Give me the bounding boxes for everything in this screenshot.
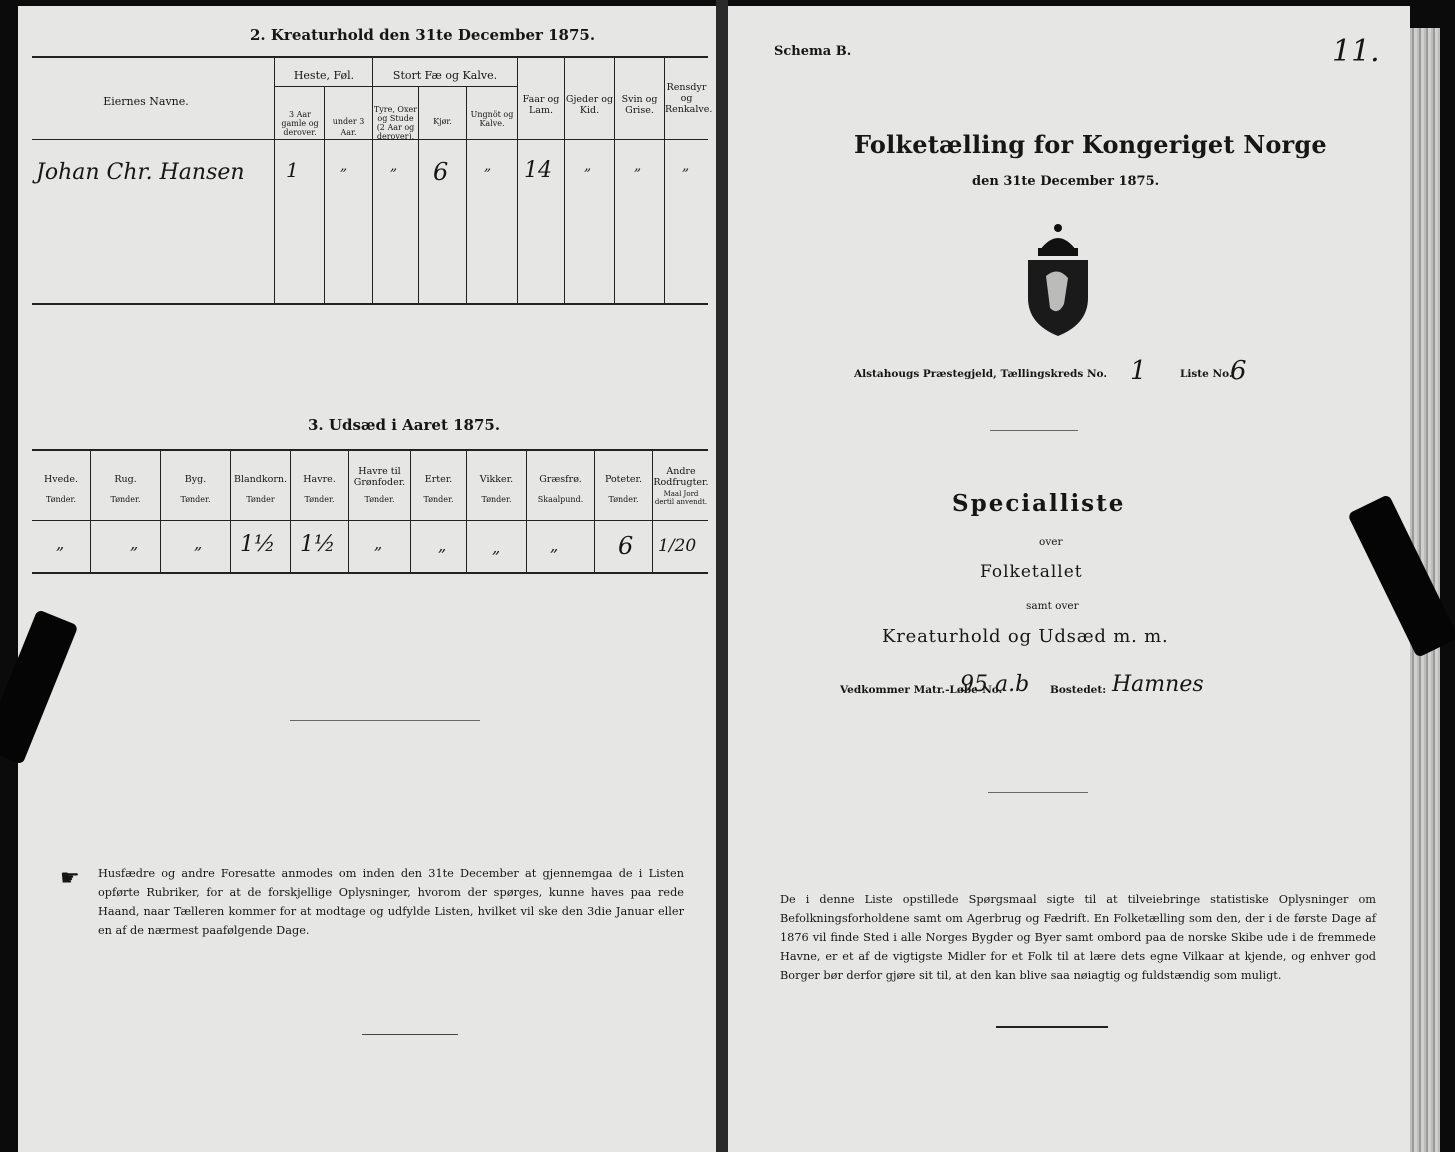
table3-bottom-rule [32,572,708,574]
col-grass-seed: Græsfrø. [539,474,582,485]
right-short-rule [990,430,1078,431]
col-oats: Havre. [303,474,336,485]
table2-header-rule [32,139,708,140]
owner-header: Eiernes Navne. [103,95,189,108]
col-potatoes-unit: Tønder. [608,495,639,504]
col-barley: Byg. [184,474,207,485]
right-mid-rule [988,792,1088,793]
left-blank-rule [290,720,480,721]
parish-prefix: Alstahougs Præstegjeld, [854,368,997,380]
folketallet-label: Folketallet [980,562,1083,582]
seed-grass: „ [550,536,559,555]
col-peas-unit: Tønder. [423,495,454,504]
col-grass-seed-unit: Skaalpund. [537,495,584,504]
col-rye: Rug. [114,474,137,485]
col-vetch: Vikker. [479,474,514,485]
table2-top-rule [32,56,708,58]
cell-reindeer: „ [682,158,690,174]
cell-horses-adult: 1 [286,158,299,182]
samt-over-label: samt over [1026,600,1079,612]
col-pigs: Svin og Grise. [621,94,658,116]
col-horses-adult: 3 Aar gamle og derover. [281,110,319,137]
book-gutter [716,0,728,1152]
owner-name: Johan Chr. Hansen [36,160,245,185]
table3-top-rule [32,449,708,451]
table3-header-rule [32,520,708,521]
cattle-subrule [372,86,518,87]
col-bulls: Tyre, Oxer og Stude (2 Aar og derover). [373,105,418,141]
col-green-oats-unit: Tønder. [364,495,395,504]
table3-col-divider [594,449,595,572]
seed-potatoes: 6 [618,532,634,560]
notice-text: Husfædre og andre Foresatte anmodes om inden den 31te December at gjennemgaa de i Listen opførte Rubriker, for at de forskjellige Oplysninger, hvorom der spørges, kunne haves paa rede Haand, naar Tælleren kommer for at modtage og udfylde Listen, hvilket vil ske den 3die Januar eller en af de nærmest paafølgende Dage. [98,867,684,937]
table2-bottom-rule [32,303,708,305]
cattle-group-header: Stort Fæ og Kalve. [392,69,498,82]
seed-rye: „ [130,534,139,553]
cell-cows: 6 [433,158,449,186]
col-oats-unit: Tønder. [304,495,335,504]
cell-young-cattle: „ [484,158,492,174]
seed-green-oats: „ [374,534,383,553]
col-sheep: Faar og Lam. [522,94,560,116]
col-reindeer: Rensdyr og Renkalve. [665,82,713,115]
table3-col-divider [160,449,161,572]
col-mixed-grain-unit: Tønder [246,495,275,504]
right-page [728,6,1410,1152]
table3-col-divider [466,449,467,572]
over-label: over [1039,536,1063,548]
col-other-roots: Andre Rodfrugter. [653,466,709,488]
cell-goats: „ [584,158,592,174]
pointing-hand-icon: ☛ [60,866,80,891]
district-label: Tællingskreds No. [1000,368,1108,380]
footer-text: De i denne Liste opstillede Spørgsmaal sigte til at tilveiebringe statistiske Oplysninger om Befolkningsforholdene samt om Agerbrug og Fædrift. En Folketælling som den, der i de første Dage af 1876 vil finde Sted i alle Norges Bygder og Byer samt ombord paa de norske Skibe ude i de fremmede Havne, er et af de vigtigste Midler for et Folk til at lære dets egne Vilkaar at kjende, og enhver god Borger bør derfor gjøre sit til, at den kan blive saa nøiagtig og fuldstændig som muligt. [780,893,1376,982]
list-value: 6 [1230,356,1247,386]
col-horses-young: under 3 Aar. [332,117,365,137]
cell-bulls: „ [390,158,398,174]
section2-title: 2. Kreaturhold den 31te December 1875. [250,26,596,44]
district-value: 1 [1130,356,1147,386]
matr-value: 95 a.b [960,672,1030,697]
col-cows: Kjør. [433,117,452,126]
col-potatoes: Poteter. [604,474,643,485]
table2-col-divider [274,56,275,303]
seed-peas: „ [438,536,447,555]
list-label: Liste No. [1180,368,1233,380]
table3-col-divider [526,449,527,572]
table3-col-divider [290,449,291,572]
seed-barley: „ [194,534,203,553]
right-end-rule [996,1026,1108,1028]
col-mixed-grain: Blandkorn. [233,474,288,485]
seed-vetch: „ [492,538,501,557]
main-heading: Folketælling for Kongeriget Norge [854,130,1327,159]
seed-mixed-grain: 1½ [240,532,276,557]
matr-label: Vedkommer Matr.-Løbe-No. [840,684,1003,696]
col-other-roots-unit: Maal Jord dertil anvendt. [654,490,708,506]
seed-oats: 1½ [300,532,336,557]
page-number: 11. [1332,34,1380,69]
col-young-cattle: Ungnöt og Kalve. [470,110,514,128]
table3-col-divider [410,449,411,572]
table3-col-divider [230,449,231,572]
specialliste-title: Specialliste [952,490,1126,517]
parish-label [854,368,1107,380]
seed-wheat: „ [56,534,65,553]
schema-label: Schema B. [774,44,852,59]
bosted-label: Bostedet: [1050,684,1107,696]
kreaturhold-label: Kreaturhold og Udsæd m. m. [882,626,1169,647]
cell-horses-young: „ [340,158,348,174]
cell-pigs: „ [634,158,642,174]
col-green-oats: Havre til Grønfoder. [353,466,406,488]
table3-col-divider [90,449,91,572]
col-wheat-unit: Tønder. [45,495,77,504]
col-rye-unit: Tønder. [110,495,141,504]
col-vetch-unit: Tønder. [481,495,512,504]
left-end-rule [362,1034,458,1035]
seed-other-roots: 1/20 [658,536,697,556]
table2-col-divider [372,56,373,303]
bosted-value: Hamnes [1112,672,1204,697]
col-goats: Gjeder og Kid. [565,94,614,116]
census-date: den 31te December 1875. [972,174,1160,189]
col-wheat: Hvede. [44,474,78,485]
col-barley-unit: Tønder. [180,495,211,504]
norwegian-coat-of-arms-icon [1018,220,1098,340]
cell-sheep: 14 [524,158,552,183]
horses-group-header: Heste, Føl. [293,69,355,82]
section3-title: 3. Udsæd i Aaret 1875. [308,416,501,434]
col-peas: Erter. [424,474,453,485]
left-page [18,6,716,1152]
